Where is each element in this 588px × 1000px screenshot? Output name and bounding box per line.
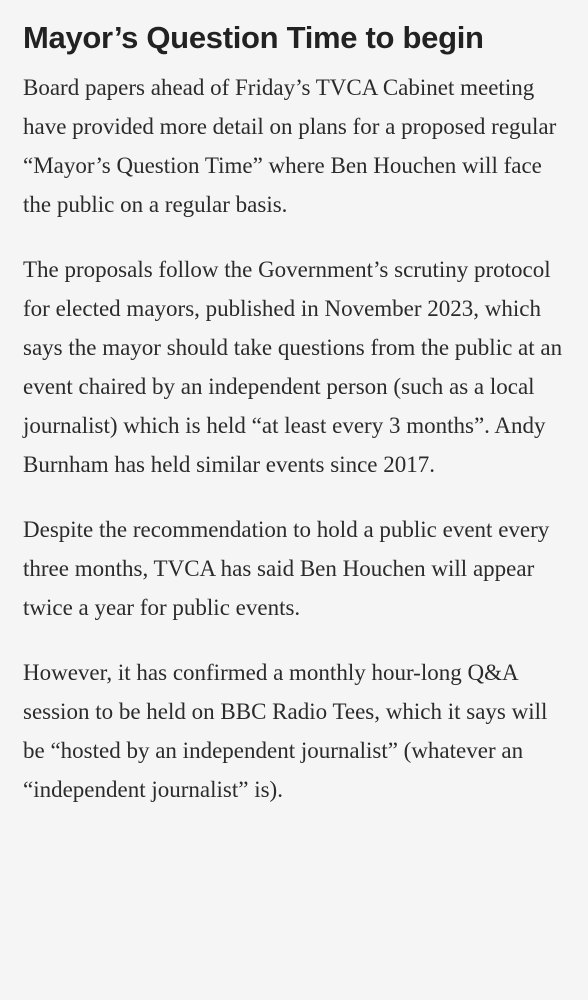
article-paragraph-4: However, it has confirmed a monthly hour-long Q&A session to be held on BBC Radio Tees, which it says will be “hosted by an independent journalist” (whatever an “independent journalist” is). [23, 660, 548, 802]
article-paragraph-3: Despite the recommendation to hold a public event every three months, TVCA has said Ben Houchen will appear twice a year for public events. [23, 517, 550, 620]
article-paragraph-1: Board papers ahead of Friday’s TVCA Cabinet meeting have provided more detail on plans for a proposed regular “Mayor’s Question Time” where Ben Houchen will face the public on a regular basis. [23, 75, 557, 217]
article-headline: Mayor’s Question Time to begin [23, 20, 484, 55]
article-paragraph-2: The proposals follow the Government’s scrutiny protocol for elected mayors, published in November 2023, which says the mayor should take questions from the public at an event chaired by an independent person (such as a local journalist) which is held “at least every 3 months”. Andy Burnham has held similar events since 2017. [23, 257, 563, 477]
